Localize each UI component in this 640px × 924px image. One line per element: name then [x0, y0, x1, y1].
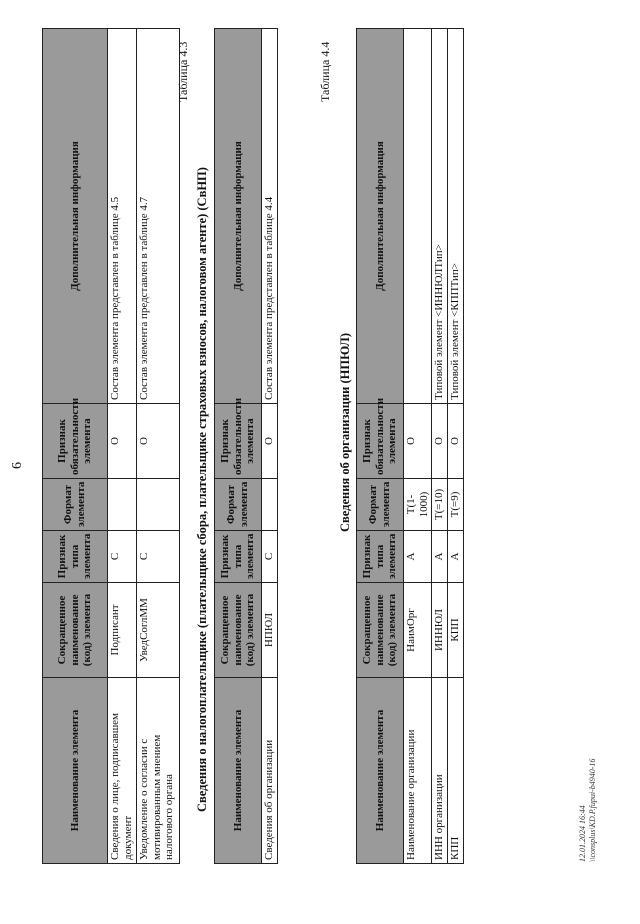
header-cell: Признак типа элемента	[43, 531, 108, 583]
table-header-row	[215, 29, 262, 864]
cell	[262, 479, 278, 531]
cell: Состав элемента представлен в таблице 4.4	[262, 29, 278, 404]
cell	[137, 479, 180, 531]
cell: О	[447, 404, 463, 479]
cell: КПП	[447, 678, 463, 864]
cell: T(1-1000)	[404, 479, 432, 531]
cell: УведСоглММ	[137, 583, 180, 678]
cell: О	[404, 404, 432, 479]
cell	[404, 29, 432, 404]
header-cell: Признак типа элемента	[357, 531, 404, 583]
table-row	[262, 29, 278, 864]
cell: Состав элемента представлен в таблице 4.5	[108, 29, 137, 404]
table-row	[137, 29, 180, 864]
cell: ИННЮЛ	[432, 583, 448, 678]
cell: НаимОрг	[404, 583, 432, 678]
cell: С	[108, 531, 137, 583]
cell: Типовой элемент <КППТип>	[447, 29, 463, 404]
header-cell: Сокращенное наименование (код) элемента	[43, 583, 108, 678]
table-row	[404, 29, 432, 864]
table-title: Сведения об организации (НПЮЛ)	[338, 332, 352, 532]
header-cell: Признак типа элемента	[215, 531, 262, 583]
cell: Сведения об организации	[262, 678, 278, 864]
header-cell: Признак обязательности элемента	[215, 404, 262, 479]
header-cell: Сокращенное наименование (код) элемента	[357, 583, 404, 678]
cell: НПЮЛ	[262, 583, 278, 678]
header-cell: Дополнительная информация	[357, 29, 404, 404]
stamp-date: 12.01.2024 16:44	[578, 805, 587, 862]
cell: О	[137, 404, 180, 479]
table-label: Таблица 4.4	[318, 41, 332, 102]
header-cell: Формат элемента	[357, 479, 404, 531]
cell: Типовой элемент <ИННЮЛТип>	[432, 29, 448, 404]
cell: Подписант	[108, 583, 137, 678]
page-number: 6	[10, 462, 25, 469]
cell: С	[262, 531, 278, 583]
cell: Состав элемента представлен в таблице 4.7	[137, 29, 180, 404]
header-cell: Дополнительная информация	[215, 29, 262, 404]
cell: О	[262, 404, 278, 479]
stamp-path: \\consplus\KD.P.fupui-b4940-16	[587, 758, 597, 862]
header-cell: Формат элемента	[215, 479, 262, 531]
header-cell: Сокращенное наименование (код) элемента	[215, 583, 262, 678]
table-row	[447, 29, 463, 864]
cell	[108, 479, 137, 531]
cell: Сведения о лице, подписавшем документ	[108, 678, 137, 864]
table-header-row	[43, 29, 108, 864]
cell: T(=9)	[447, 479, 463, 531]
cell: А	[447, 531, 463, 583]
table-header-row	[357, 29, 404, 864]
cell: О	[432, 404, 448, 479]
taxpayer-info-table	[214, 28, 278, 864]
print-stamp	[578, 759, 597, 862]
cell: T(=10)	[432, 479, 448, 531]
header-cell: Признак обязательности элемента	[357, 404, 404, 479]
cell: ИНН организации	[432, 678, 448, 864]
table-row	[432, 29, 448, 864]
table-label: Таблица 4.3	[176, 41, 190, 102]
table-title: Сведения о налогоплательщике (плательщике сбора, плательщике страховых взносов, налоговом агенте) (СвНП)	[195, 167, 209, 812]
header-cell: Признак обязательности элемента	[43, 404, 108, 479]
header-cell: Наименование элемента	[215, 678, 262, 864]
header-cell: Наименование элемента	[43, 678, 108, 864]
header-cell: Наименование элемента	[357, 678, 404, 864]
cell: Наименование организации	[404, 678, 432, 864]
cell: А	[432, 531, 448, 583]
elements-table-continuation	[42, 28, 180, 864]
cell: А	[404, 531, 432, 583]
cell: Уведомление о согласии с мотивированным мнением налогового органа	[137, 678, 180, 864]
cell: КПП	[447, 583, 463, 678]
cell: С	[137, 531, 180, 583]
organization-info-table	[356, 28, 464, 864]
cell: О	[108, 404, 137, 479]
header-cell: Формат элемента	[43, 479, 108, 531]
header-cell: Дополнительная информация	[43, 29, 108, 404]
table-row	[108, 29, 137, 864]
